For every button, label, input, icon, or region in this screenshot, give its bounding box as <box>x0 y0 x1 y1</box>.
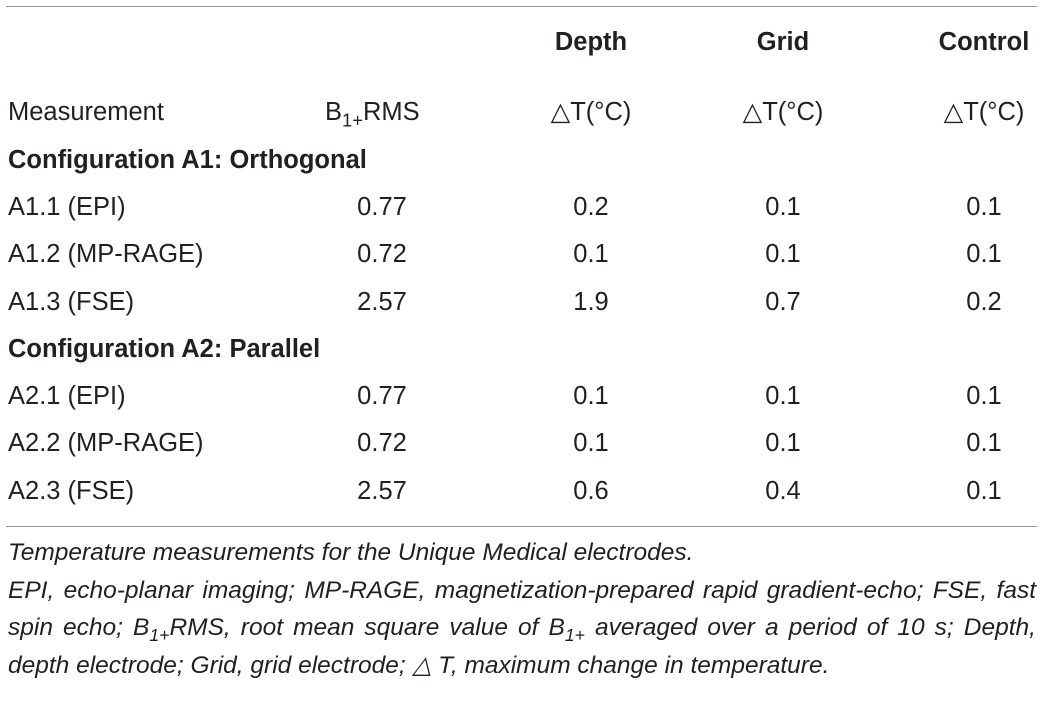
grid-cell: 0.7 <box>765 288 801 316</box>
depth-cell: 0.2 <box>573 193 609 221</box>
table-row <box>0 187 1043 227</box>
measurement-cell: A1.2 (MP-RAGE) <box>8 240 204 268</box>
control-cell: 0.1 <box>966 193 1002 221</box>
depth-cell: 1.9 <box>573 288 609 316</box>
b1rms-cell: 0.77 <box>357 382 407 410</box>
grid-cell: 0.4 <box>765 477 801 505</box>
grid-cell: 0.1 <box>765 240 801 268</box>
grid-cell: 0.1 <box>765 193 801 221</box>
b1rms-cell: 0.72 <box>357 429 407 457</box>
depth-cell: 0.1 <box>573 240 609 268</box>
control-cell: 0.1 <box>966 240 1002 268</box>
grid-cell: 0.1 <box>765 382 801 410</box>
measurement-cell: A1.1 (EPI) <box>8 193 126 221</box>
table-row <box>0 423 1043 463</box>
b1rms-cell: 2.57 <box>357 477 407 505</box>
group-header-depth: Depth <box>554 28 628 56</box>
column-header-b1rms: $B_{1+}RMS$ <box>325 98 420 131</box>
table-footnotes <box>8 534 1036 684</box>
measurement-cell: A1.3 (FSE) <box>8 288 135 316</box>
b1rms-cell: 2.57 <box>357 288 407 316</box>
measurement-cell: A2.2 (MP-RAGE) <box>8 429 204 457</box>
table-top-rule <box>6 6 1037 7</box>
measurement-cell: A2.3 (FSE) <box>8 477 135 505</box>
abbreviations-note: EPI, echo-planar imaging; MP-RAGE, magnetization-prepared rapid gradient-echo; FSE, fast spin echo; $B_{1+}RMS$, root mean square value of $B_{1+}$ averaged over a period of 10 s; Depth, depth electrode; Grid, grid electrode; △ T, maximum change in temperature. <box>8 576 1036 679</box>
depth-cell: 0.1 <box>573 382 609 410</box>
section-title-row <box>0 329 1043 369</box>
grid-cell: 0.1 <box>765 429 801 457</box>
column-header-control-delta: △T(°C) <box>943 98 1025 126</box>
group-header-row <box>0 22 1043 62</box>
section-title-row <box>0 140 1043 180</box>
table-caption: Temperature measurements for the Unique Medical electrodes. <box>8 539 694 566</box>
column-header-measurement: Measurement <box>8 98 164 126</box>
control-cell: 0.1 <box>966 477 1002 505</box>
column-header-depth-delta: △T(°C) <box>550 98 632 126</box>
section-title: Configuration A2: Parallel <box>8 335 321 363</box>
table-row <box>0 234 1043 274</box>
table-row <box>0 282 1043 322</box>
column-header-row <box>0 92 1043 132</box>
measurement-cell: A2.1 (EPI) <box>8 382 126 410</box>
control-cell: 0.1 <box>966 429 1002 457</box>
b1rms-cell: 0.77 <box>357 193 407 221</box>
table-row <box>0 471 1043 511</box>
control-cell: 0.1 <box>966 382 1002 410</box>
column-header-grid-delta: △T(°C) <box>742 98 824 126</box>
b1rms-cell: 0.72 <box>357 240 407 268</box>
section-title: Configuration A1: Orthogonal <box>8 146 367 174</box>
depth-cell: 0.1 <box>573 429 609 457</box>
table-row <box>0 376 1043 416</box>
group-header-control: Control <box>938 28 1030 56</box>
group-header-grid: Grid <box>756 28 810 56</box>
depth-cell: 0.6 <box>573 477 609 505</box>
control-cell: 0.2 <box>966 288 1002 316</box>
table-bottom-rule <box>6 526 1037 527</box>
